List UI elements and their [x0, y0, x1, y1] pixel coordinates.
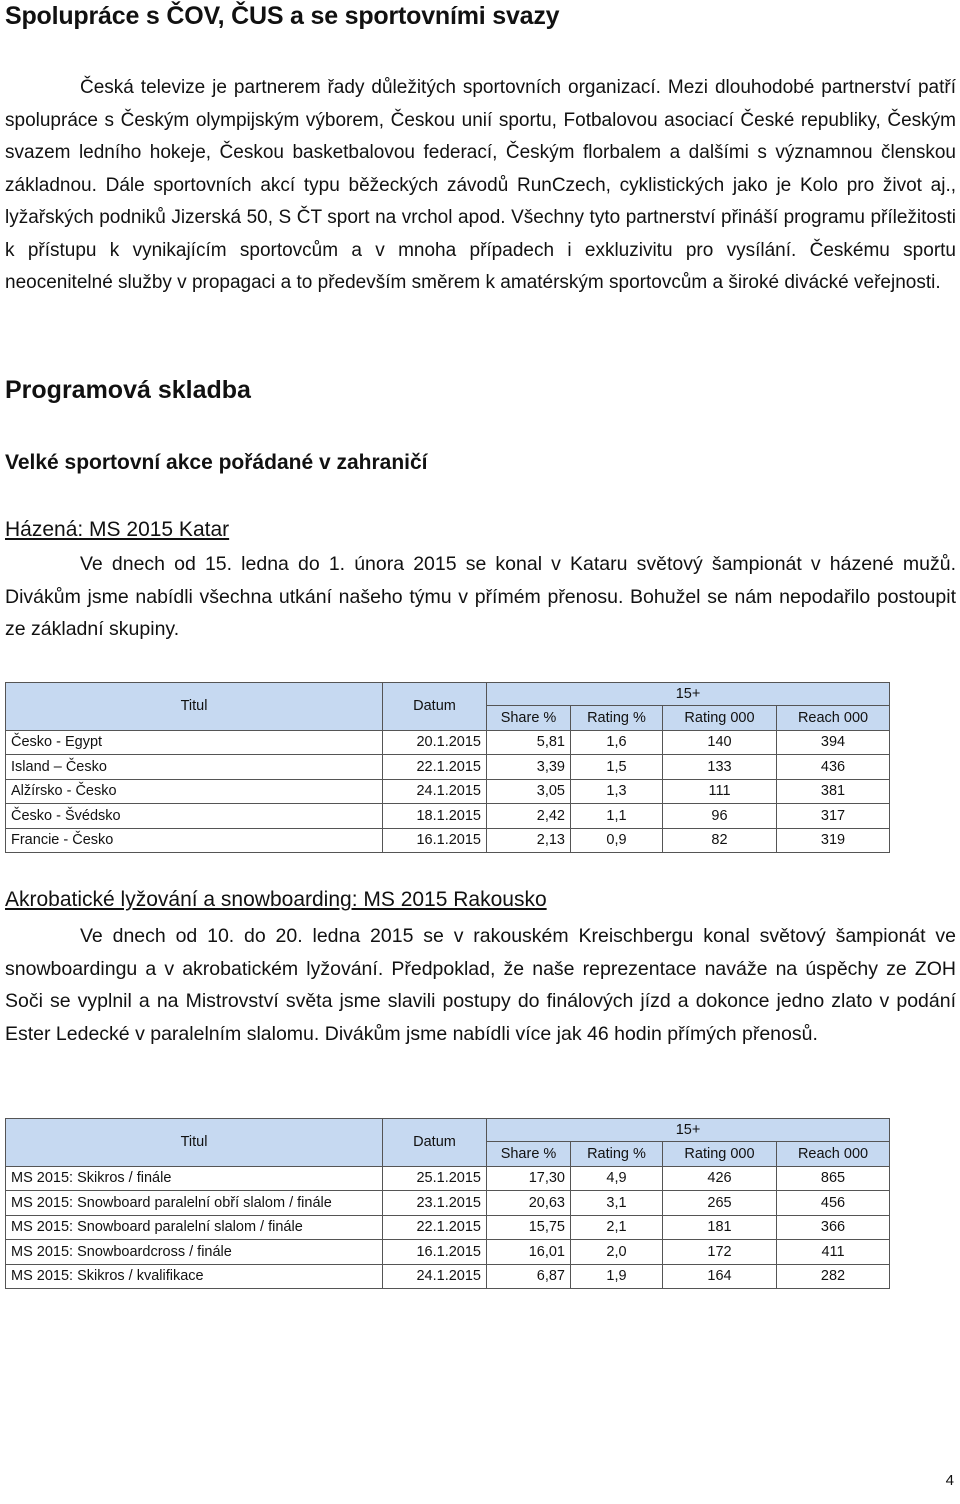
header-reach000: Reach 000: [777, 706, 890, 731]
cell-rating000: 181: [663, 1215, 777, 1240]
cell-reach000: 865: [777, 1166, 890, 1191]
cell-rating000: 111: [663, 779, 777, 804]
cell-reach000: 411: [777, 1240, 890, 1265]
cell-titul: Alžírsko - Česko: [6, 779, 383, 804]
header-datum: Datum: [383, 1119, 487, 1167]
handball-paragraph: Ve dnech od 15. ledna do 1. února 2015 se konal v Kataru světový šampionát v házené mužů. Divákům jsme nabídli všechna utkání našeho týmu v přímém přenosu. Bohužel se nám nepodařilo postoupit ze základní skupiny.: [5, 553, 956, 640]
cell-titul: MS 2015: Snowboard paralelní slalom / finále: [6, 1215, 383, 1240]
header-rating000: Rating 000: [663, 1142, 777, 1167]
cell-rating: 4,9: [571, 1166, 663, 1191]
cell-datum: 23.1.2015: [383, 1191, 487, 1216]
cell-reach000: 456: [777, 1191, 890, 1216]
table-row: [6, 828, 890, 853]
cell-rating: 2,0: [571, 1240, 663, 1265]
section-title-program: Programová skladba: [5, 376, 251, 404]
cell-rating: 0,9: [571, 828, 663, 853]
cell-rating: 1,9: [571, 1264, 663, 1289]
handball-ratings-table: [5, 682, 890, 853]
cell-share: 15,75: [487, 1215, 571, 1240]
header-group-15plus: 15+: [487, 683, 890, 706]
header-share: Share %: [487, 706, 571, 731]
cell-datum: 22.1.2015: [383, 755, 487, 780]
header-reach000: Reach 000: [777, 1142, 890, 1167]
cell-share: 6,87: [487, 1264, 571, 1289]
cell-rating000: 164: [663, 1264, 777, 1289]
cell-rating: 1,6: [571, 730, 663, 755]
handball-heading: Házená: MS 2015 Katar: [5, 518, 230, 541]
cell-rating000: 133: [663, 755, 777, 780]
cell-datum: 18.1.2015: [383, 804, 487, 829]
cell-titul: MS 2015: Skikros / finále: [6, 1166, 383, 1191]
ski-heading: Akrobatické lyžování a snowboarding: MS 2015 Rakousko: [5, 888, 547, 911]
cell-share: 17,30: [487, 1166, 571, 1191]
header-group-15plus: 15+: [487, 1119, 890, 1142]
page-number: 4: [945, 1472, 954, 1489]
cell-reach000: 394: [777, 730, 890, 755]
cell-datum: 22.1.2015: [383, 1215, 487, 1240]
cell-titul: Francie - Česko: [6, 828, 383, 853]
cell-datum: 20.1.2015: [383, 730, 487, 755]
table-row: [6, 779, 890, 804]
cell-reach000: 381: [777, 779, 890, 804]
cell-titul: MS 2015: Snowboardcross / finále: [6, 1240, 383, 1265]
cell-titul: Česko - Egypt: [6, 730, 383, 755]
cell-rating000: 140: [663, 730, 777, 755]
cell-reach000: 319: [777, 828, 890, 853]
cell-rating000: 82: [663, 828, 777, 853]
cell-rating: 3,1: [571, 1191, 663, 1216]
header-share: Share %: [487, 1142, 571, 1167]
table-row: [6, 804, 890, 829]
cell-rating000: 265: [663, 1191, 777, 1216]
table-row: [6, 755, 890, 780]
cooperation-paragraph: Česká televize je partnerem řady důležitých sportovních organizací. Mezi dlouhodobé partnerství patří spolupráce s Českým olympijským výborem, Českou unií sportu, Fotbalovou asociací České republiky, Českým svazem ledního hokeje, Českou basketbalovou federací, Českým florbalem a dalšími s významnou členskou základnou. Dále sportovních akcí typu běžeckých závodů RunCzech, cyklistických jako je Kolo pro život aj., lyžařských podniků Jizerská 50, S ČT sport na vrchol apod. Všechny tyto partnerství přináší programu příležitosti k přístupu k vynikajícím sportovcům a v mnoha případech i exkluzivitu pro vysílání. Českému sportu neocenitelné služby v propagaci a to především směrem k amatérským sportovcům a široké divácké veřejnosti.: [5, 77, 956, 293]
table-row: [6, 730, 890, 755]
cell-titul: Island – Česko: [6, 755, 383, 780]
cell-datum: 16.1.2015: [383, 828, 487, 853]
table-row: [6, 1215, 890, 1240]
header-datum: Datum: [383, 683, 487, 731]
ski-ratings-table: [5, 1118, 890, 1289]
header-rating: Rating %: [571, 706, 663, 731]
cell-datum: 16.1.2015: [383, 1240, 487, 1265]
cell-datum: 24.1.2015: [383, 1264, 487, 1289]
cell-reach000: 317: [777, 804, 890, 829]
header-titul: Titul: [6, 683, 383, 731]
cell-rating000: 426: [663, 1166, 777, 1191]
cell-rating: 1,3: [571, 779, 663, 804]
cell-rating: 2,1: [571, 1215, 663, 1240]
cell-titul: MS 2015: Skikros / kvalifikace: [6, 1264, 383, 1289]
cell-rating: 1,1: [571, 804, 663, 829]
header-rating: Rating %: [571, 1142, 663, 1167]
cell-reach000: 366: [777, 1215, 890, 1240]
cell-share: 5,81: [487, 730, 571, 755]
header-rating000: Rating 000: [663, 706, 777, 731]
cell-rating000: 172: [663, 1240, 777, 1265]
cell-share: 3,39: [487, 755, 571, 780]
cell-share: 20,63: [487, 1191, 571, 1216]
header-titul: Titul: [6, 1119, 383, 1167]
section-title-cooperation: Spolupráce s ČOV, ČUS a se sportovními svazy: [5, 2, 560, 30]
cell-datum: 25.1.2015: [383, 1166, 487, 1191]
ski-paragraph: Ve dnech od 10. do 20. ledna 2015 se v rakouském Kreischbergu konal světový šampionát ve snowboardingu a v akrobatickém lyžování. Předpoklad, že naše reprezentace naváže na úspěchy ze ZOH Soči se vyplnil a na Mistrovství světa jsme slavili postupy do finálových jízd a dokonce jedno zlato v podání Ester Ledecké v paralelním slalomu. Divákům jsme nabídli více jak 46 hodin přímých přenosů.: [5, 925, 956, 1045]
table-row: [6, 1240, 890, 1265]
cell-datum: 24.1.2015: [383, 779, 487, 804]
cell-rating000: 96: [663, 804, 777, 829]
table-row: [6, 1166, 890, 1191]
cell-share: 3,05: [487, 779, 571, 804]
table-row: [6, 1264, 890, 1289]
cell-share: 2,13: [487, 828, 571, 853]
cell-reach000: 282: [777, 1264, 890, 1289]
table-row: [6, 1191, 890, 1216]
cell-share: 2,42: [487, 804, 571, 829]
cell-titul: Česko - Švédsko: [6, 804, 383, 829]
cell-rating: 1,5: [571, 755, 663, 780]
cell-share: 16,01: [487, 1240, 571, 1265]
cell-titul: MS 2015: Snowboard paralelní obří slalom / finále: [6, 1191, 383, 1216]
subsection-title-abroad: Velké sportovní akce pořádané v zahraničí: [5, 451, 428, 474]
cell-reach000: 436: [777, 755, 890, 780]
